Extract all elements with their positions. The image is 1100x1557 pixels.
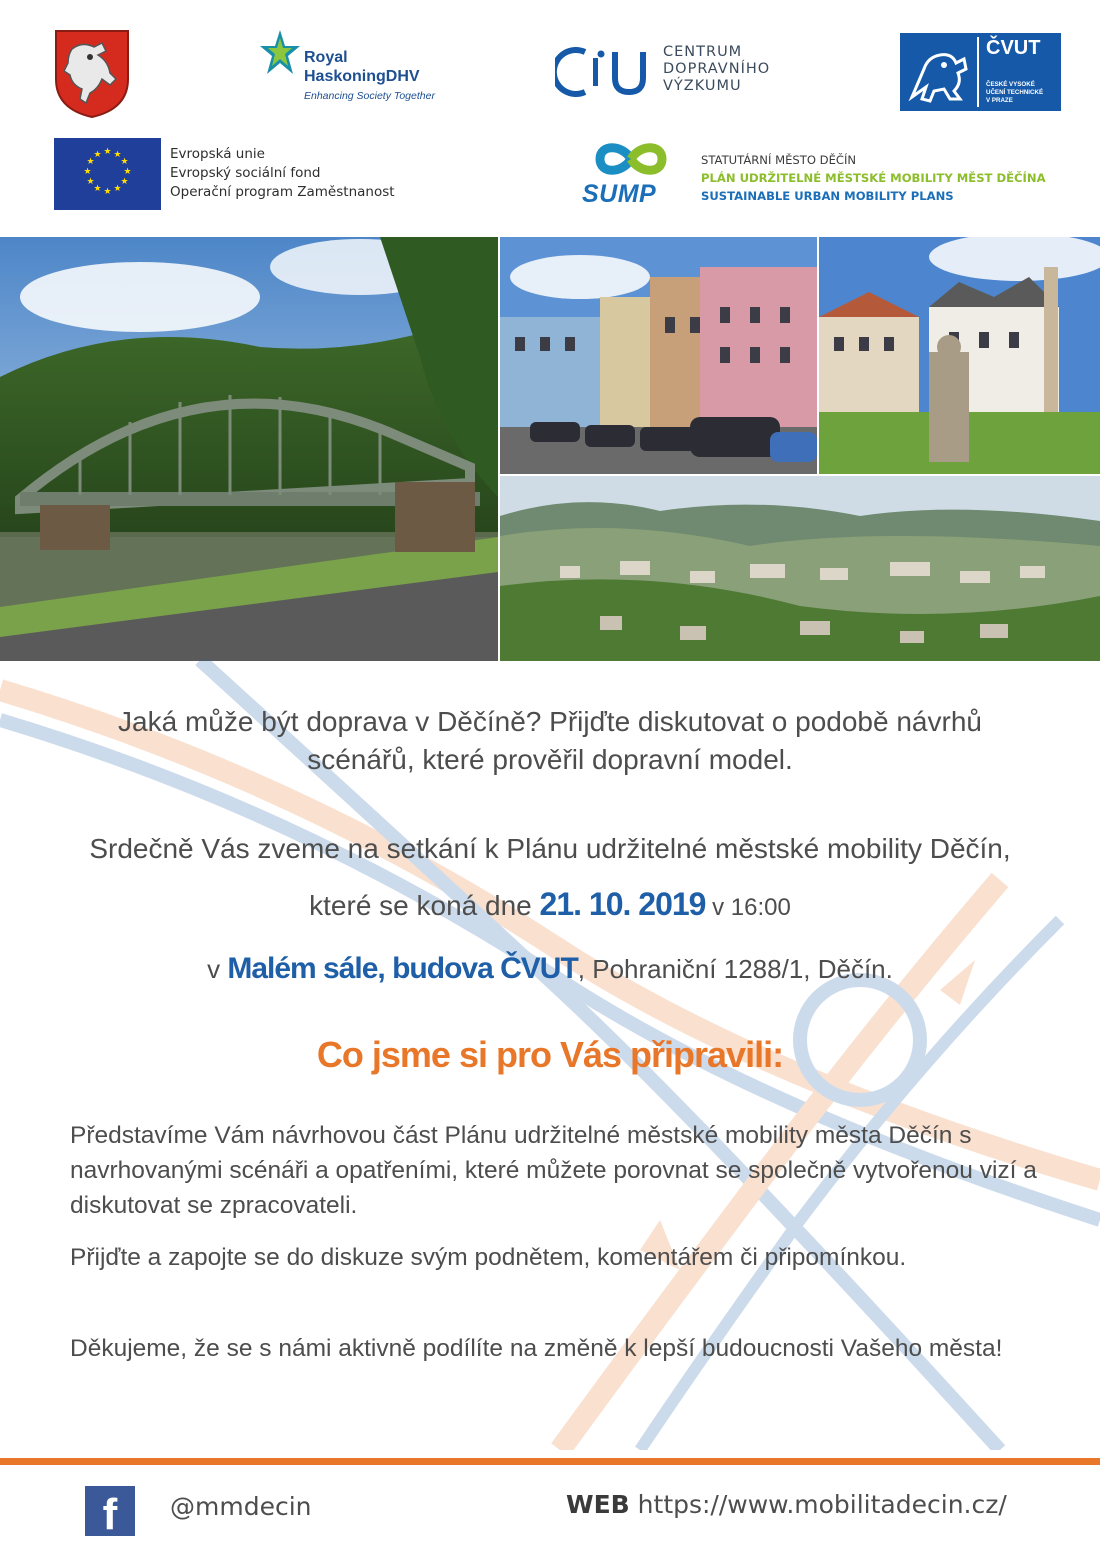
event-place: Malém sále, budova ČVUT <box>227 952 578 985</box>
facebook-icon-letter: f <box>102 1490 118 1539</box>
paragraph-thanks: Děkujeme, že se s námi aktivně podílíte na změně k lepší budoucnosti Vašeho města! <box>70 1335 1003 1362</box>
svg-text:★: ★ <box>113 150 122 160</box>
section-heading: Co jsme si pro Vás připravili: <box>316 1034 784 1075</box>
photo-bridge <box>0 237 498 661</box>
cdv-text-line3: VÝZKUMU <box>663 78 742 94</box>
svg-text:★: ★ <box>113 184 122 194</box>
sump-text-line1: STATUTÁRNÍ MĚSTO DĚČÍN <box>701 153 857 167</box>
royal-haskoning-tagline: Enhancing Society Together <box>304 90 435 102</box>
cdv-mark-icon <box>555 44 655 100</box>
eu-text-line2: Evropský sociální fond <box>170 165 321 181</box>
cvut-name: ČVUT <box>986 37 1041 59</box>
eu-flag-icon <box>54 138 161 210</box>
cvut-lion-icon <box>904 39 974 105</box>
royal-haskoning-name-line2: HaskoningDHV <box>304 68 420 85</box>
cvut-logo <box>900 33 1061 111</box>
svg-text:★: ★ <box>86 157 95 167</box>
website-url[interactable]: https://www.mobilitadecin.cz/ <box>629 1490 1007 1519</box>
royal-haskoning-star-icon <box>258 28 302 78</box>
sump-wordmark: SUMP <box>582 180 657 208</box>
royal-haskoning-logo <box>258 28 458 108</box>
footer-divider <box>0 1458 1100 1465</box>
event-time: v 16:00 <box>705 894 791 921</box>
sump-text-line3: SUSTAINABLE URBAN MOBILITY PLANS <box>701 189 954 203</box>
website-link[interactable] <box>566 1490 1007 1519</box>
sump-text-line2: PLÁN UDRŽITELNÉ MĚSTSKÉ MOBILITY MĚST DĚČÍNA <box>701 171 1046 185</box>
cdv-logo <box>555 42 815 102</box>
svg-text:★: ★ <box>103 187 112 197</box>
cvut-sub-line2: UČENÍ TECHNICKÉ <box>986 89 1044 96</box>
svg-text:★: ★ <box>120 177 129 187</box>
svg-text:★: ★ <box>120 157 129 167</box>
paragraph-join: Přijďte a zapojte se do diskuze svým podnětem, komentářem či připomínkou. <box>70 1244 907 1271</box>
svg-text:★: ★ <box>103 147 112 157</box>
svg-text:★: ★ <box>83 167 92 177</box>
event-place-line <box>0 947 1100 991</box>
eu-text-line1: Evropská unie <box>170 146 265 162</box>
photo-panorama <box>500 476 1100 661</box>
svg-text:★: ★ <box>86 177 95 187</box>
website-label: WEB <box>566 1490 630 1519</box>
svg-text:★: ★ <box>93 150 102 160</box>
decin-coat-of-arms-icon <box>52 27 132 119</box>
photo-square <box>500 237 817 474</box>
sump-infinity-icon <box>592 138 670 180</box>
facebook-handle-link[interactable]: @mmdecin <box>170 1492 312 1521</box>
cdv-text-line1: CENTRUM <box>663 44 743 60</box>
facebook-icon[interactable] <box>85 1486 135 1539</box>
event-address: , Pohraniční 1288/1, Děčín. <box>577 954 893 984</box>
eu-text <box>170 145 395 202</box>
sump-logo <box>578 138 673 213</box>
photo-statue <box>819 237 1100 474</box>
invitation-line: Srdečně Vás zveme na setkání k Plánu udržitelné městské mobility Děčín, <box>89 833 1011 864</box>
paragraph-program: Představíme Vám návrhovou část Plánu udržitelné městské mobility města Děčín s navrhovanými scénáři a opatřeními, které můžete porovnat se společně vytvořenou vizí a diskutovat se zpracovateli. <box>70 1122 1037 1219</box>
intro-text: Jaká může být doprava v Děčíně? Přijďte diskutovat o podobě návrhů scénářů, které prověřil dopravní model. <box>118 706 982 775</box>
royal-haskoning-name-line1: Royal <box>304 49 348 66</box>
event-date: 21. 10. 2019 <box>539 886 706 922</box>
cvut-sub-line3: V PRAZE <box>986 97 1013 104</box>
eu-text-line3: Operační program Zaměstnanost <box>170 184 395 200</box>
cvut-sub-line1: ČESKÉ VYSOKÉ <box>986 81 1035 88</box>
svg-text:★: ★ <box>93 184 102 194</box>
sump-text <box>701 151 1046 205</box>
cdv-text-line2: DOPRAVNÍHO <box>663 61 771 77</box>
event-date-line <box>0 882 1100 930</box>
svg-text:★: ★ <box>123 167 132 177</box>
event-date-prefix: které se koná dne <box>309 890 540 921</box>
event-place-prefix: v <box>207 954 228 984</box>
